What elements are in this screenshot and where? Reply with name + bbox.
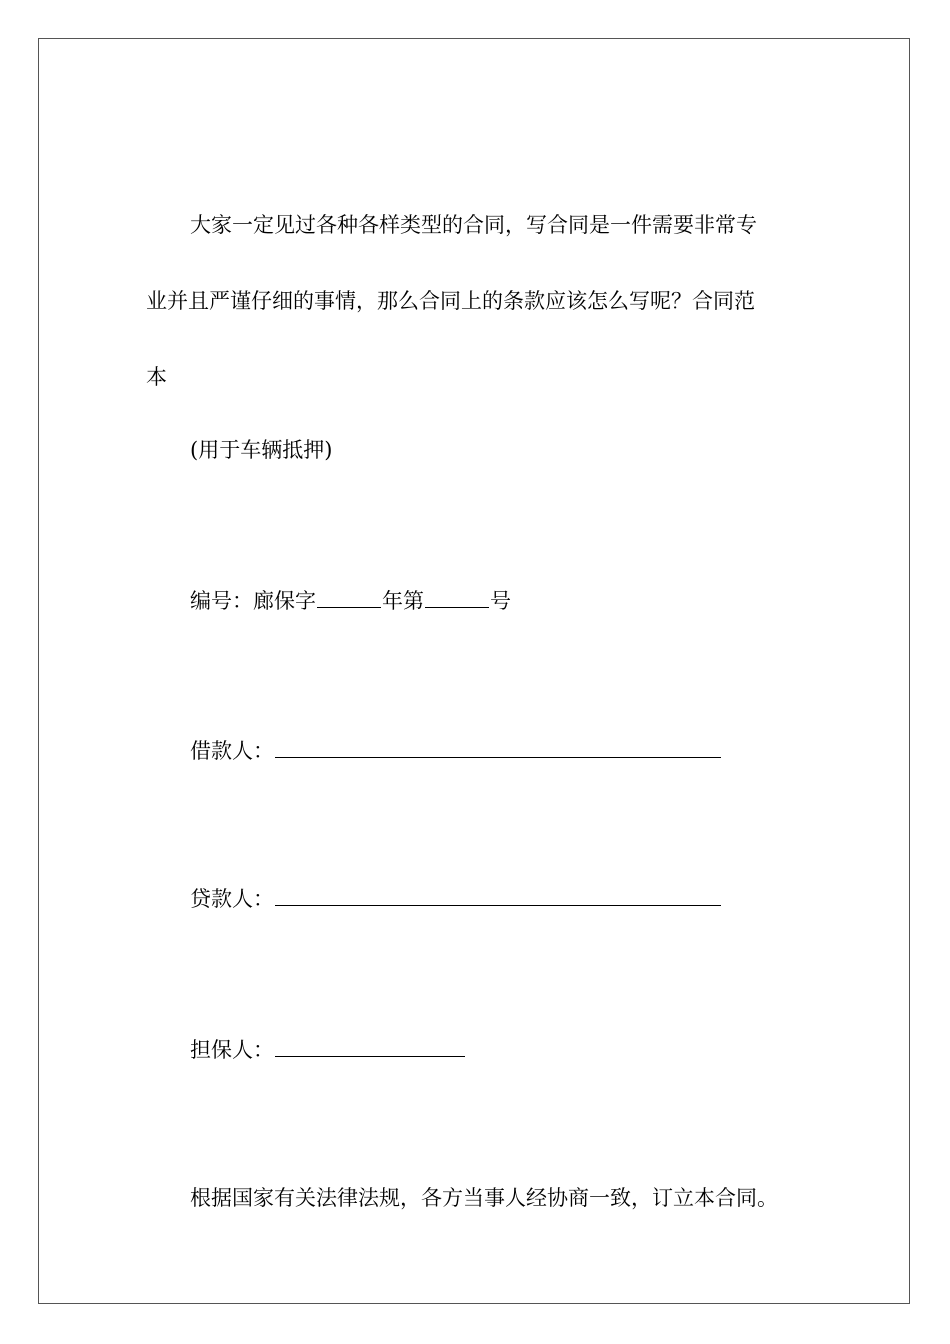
contract-number-suffix: 号 xyxy=(490,589,511,613)
contract-number xyxy=(190,587,511,615)
subtitle: (用于车辆抵押) xyxy=(190,438,333,462)
guarantor-blank[interactable] xyxy=(275,1055,465,1057)
lender-blank[interactable] xyxy=(275,904,721,906)
borrower-row xyxy=(190,737,722,765)
borrower-label: 借款人： xyxy=(190,739,274,763)
guarantor-row xyxy=(190,1036,466,1064)
intro-line-3: 本 xyxy=(146,365,167,389)
intro-line-1: 大家一定见过各种各样类型的合同，写合同是一件需要非常专 xyxy=(190,213,757,237)
contract-number-middle: 年第 xyxy=(382,589,424,613)
lender-label: 贷款人： xyxy=(190,887,274,911)
lender-row xyxy=(190,885,722,913)
guarantor-label: 担保人： xyxy=(190,1038,274,1062)
contract-year-blank[interactable] xyxy=(317,606,381,608)
agreement-text: 根据国家有关法律法规，各方当事人经协商一致，订立本合同。 xyxy=(190,1186,778,1210)
contract-serial-blank[interactable] xyxy=(425,606,489,608)
borrower-blank[interactable] xyxy=(275,756,721,758)
intro-line-2: 业并且严谨仔细的事情，那么合同上的条款应该怎么写呢？合同范 xyxy=(146,289,755,313)
contract-number-prefix: 编号：廊保字 xyxy=(190,589,316,613)
